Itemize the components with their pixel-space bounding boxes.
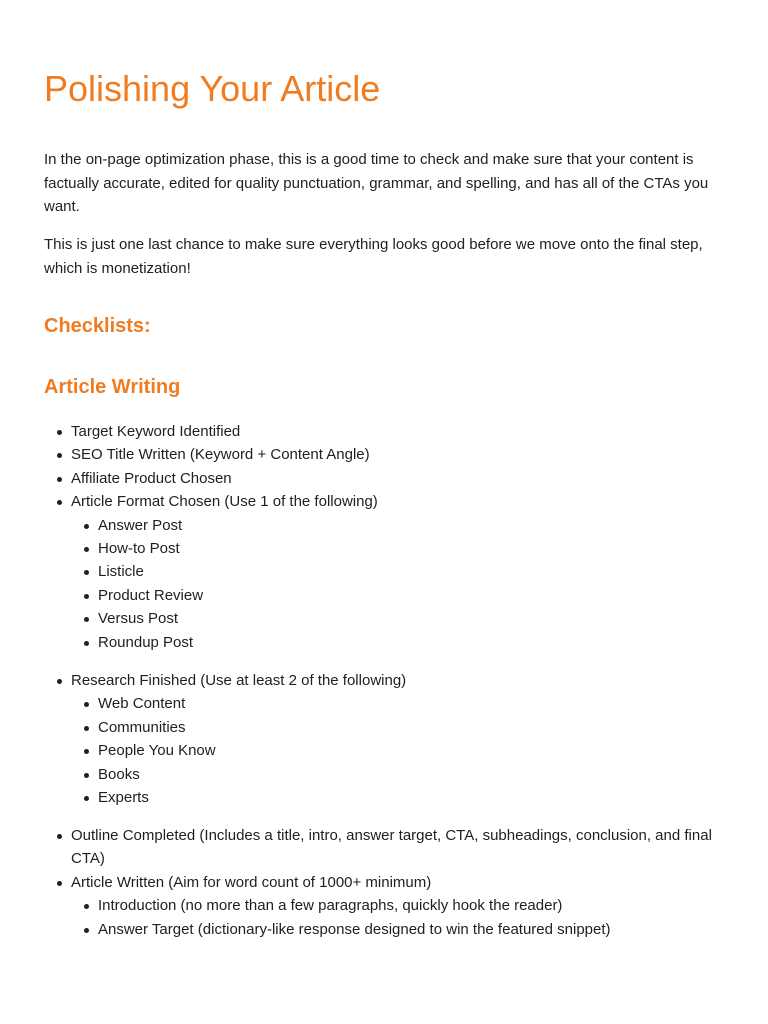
sub-item-introduction: Introduction (no more than a few paragraphs, quickly hook the reader) [44, 894, 734, 917]
sub-item-roundup-post: Roundup Post [44, 631, 734, 654]
sub-item-people-you-know: People You Know [44, 739, 734, 762]
sub-item-answer-target: Answer Target (dictionary-like response designed to win the featured snippet) [44, 918, 734, 941]
article-writing-heading: Article Writing [44, 376, 181, 398]
list-item-seo-title: SEO Title Written (Keyword + Content Angle) [44, 443, 734, 466]
article-writing-list [44, 420, 734, 654]
sub-item-web-content: Web Content [44, 692, 734, 715]
sub-item-listicle: Listicle [44, 560, 734, 583]
list-item-target-keyword: Target Keyword Identified [44, 420, 734, 443]
sub-item-books: Books [44, 763, 734, 786]
list-item-article-format: Article Format Chosen (Use 1 of the following) [44, 490, 734, 513]
list-item-affiliate-product: Affiliate Product Chosen [44, 467, 734, 490]
sub-item-experts: Experts [44, 786, 734, 809]
sub-item-how-to-post: How-to Post [44, 537, 734, 560]
research-list [44, 669, 734, 809]
list-item-article-written: Article Written (Aim for word count of 1000+ minimum) [44, 871, 734, 894]
intro-paragraph: In the on-page optimization phase, this is a good time to check and make sure that your content is factually accurate, edited for quality punctuation, grammar, and spelling, and has all of the CTAs you want. [44, 151, 709, 215]
writing-list [44, 824, 734, 941]
sub-item-product-review: Product Review [44, 584, 734, 607]
sub-item-versus-post: Versus Post [44, 607, 734, 630]
sub-item-answer-post: Answer Post [44, 514, 734, 537]
list-item-outline: Outline Completed (Includes a title, intro, answer target, CTA, subheadings, conclusion, and final CTA) [44, 824, 734, 871]
sub-item-communities: Communities [44, 716, 734, 739]
list-item-research: Research Finished (Use at least 2 of the following) [44, 669, 734, 692]
final-chance-paragraph: This is just one last chance to make sure everything looks good before we move onto the final step, which is monetization! [44, 236, 703, 277]
checklists-heading: Checklists: [44, 315, 151, 337]
page-title: Polishing Your Article [44, 68, 381, 109]
